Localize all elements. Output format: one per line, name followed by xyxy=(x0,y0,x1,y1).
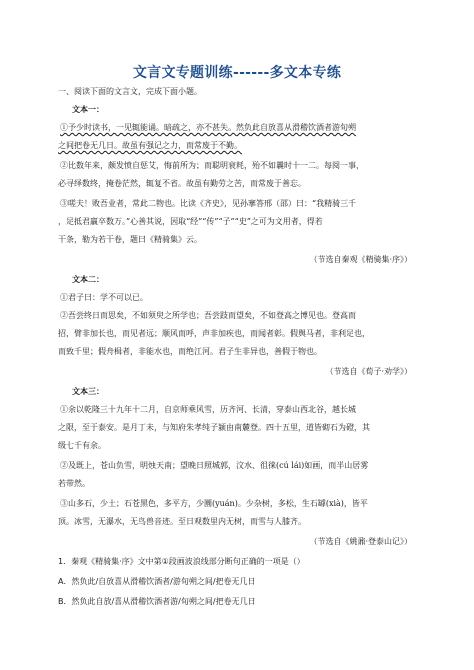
text3-line: ①余以乾隆三十九年十二月，自京师乘风雪，历齐河、长清，穿泰山西北谷，越长城 xyxy=(60,405,356,414)
text2-line: ①君子曰：学不可以已。 xyxy=(60,293,148,302)
text3-source: （节选自《姚鼐·登泰山记》） xyxy=(309,537,412,546)
text1-line: 干条，勒为若干卷，题曰《精骑集》云。 xyxy=(58,235,202,244)
text1-line: ①予少时读书，一见辄能诵。暗疏之，亦不甚失。然负此自放喜从滑稽饮酒者游旬朔 xyxy=(60,123,356,132)
text1-line: 必寻绎数终，掩卷茫然，辄复不省。故虽有勤劳之苦，而常废于善忘。 xyxy=(58,179,306,188)
text3-label: 文本三： xyxy=(72,386,104,396)
text1-line: ②比数年来，颇发愤自惩艾，悔前所为；而聪明衰耗，殆不如曩时十一二。每阅一事， xyxy=(60,161,364,170)
text3-line: 若带然。 xyxy=(58,479,90,488)
text1-source: （节选自秦观《精骑集·序》） xyxy=(309,255,412,264)
text2-line: 而致千里；假舟楫者，非能水也，而绝江河。君子生非异也，善假于物也。 xyxy=(58,347,322,356)
text2-source: （节选自《荀子·劝学》） xyxy=(325,367,412,376)
text1-line: ，足抵君羸卒数万。”心善其说，因取“经”“传”“子”“史”之可为文用者，得若 xyxy=(58,217,323,226)
option-a: A．然负此/自放喜从滑稽饮酒者/游旬朔之间/把卷无几日 xyxy=(58,577,256,586)
text3-line: ②及既上，苍山负雪，明烛天南；望晚日照城郭，汶水、徂徕(cú lái)如画，而半山居雾 xyxy=(60,461,369,470)
text2-line: 招，臂非加长也，而见者远；顺风而呼，声非加疾也，而闻者彰。假舆马者，非利足也， xyxy=(58,329,370,338)
option-b: B．然负此自放/喜从滑稽饮酒者游/旬朔之间/把卷无几日 xyxy=(58,597,256,606)
text3-line: 顶。冰雪，无瀑水，无鸟兽音迹。至日观数里内无树，而雪与人膝齐。 xyxy=(58,517,306,526)
text3-line: ③山多石，少土；石苍黑色，多平方，少圜(yuán)。少杂树，多松，生石罅(xià)，皆平 xyxy=(60,499,368,508)
page-title: 文言文专题训练------多文本专练 xyxy=(132,65,342,81)
question-stem: 1．秦观《精骑集·序》文中第①段画波浪线部分断句正确的一项是（） xyxy=(58,557,305,566)
text3-line: 之限，至于泰安。是月丁未，与知府朱孝纯子颍由南麓登。四十五里，道皆砌石为磴，其 xyxy=(58,423,370,432)
text2-line: ②吾尝终日而思矣，不如须臾之所学也；吾尝跂而望矣，不如登高之博见也。登高而 xyxy=(60,311,356,320)
section-instruction: 一、阅读下面的文言文，完成下面小题。 xyxy=(58,87,202,96)
text1-label: 文本一： xyxy=(72,104,104,114)
text1-line: 之间把卷无几日。故虽有强记之力，而常废于不勤。 xyxy=(58,141,242,150)
text3-line: 级七千有余。 xyxy=(58,441,106,450)
text2-label: 文本二： xyxy=(72,274,104,284)
text1-line: ③嗟夫！败吾业者，常此二物也。比读《齐史》，见孙搴答邢（邵）曰：“我精骑三千 xyxy=(60,199,357,208)
